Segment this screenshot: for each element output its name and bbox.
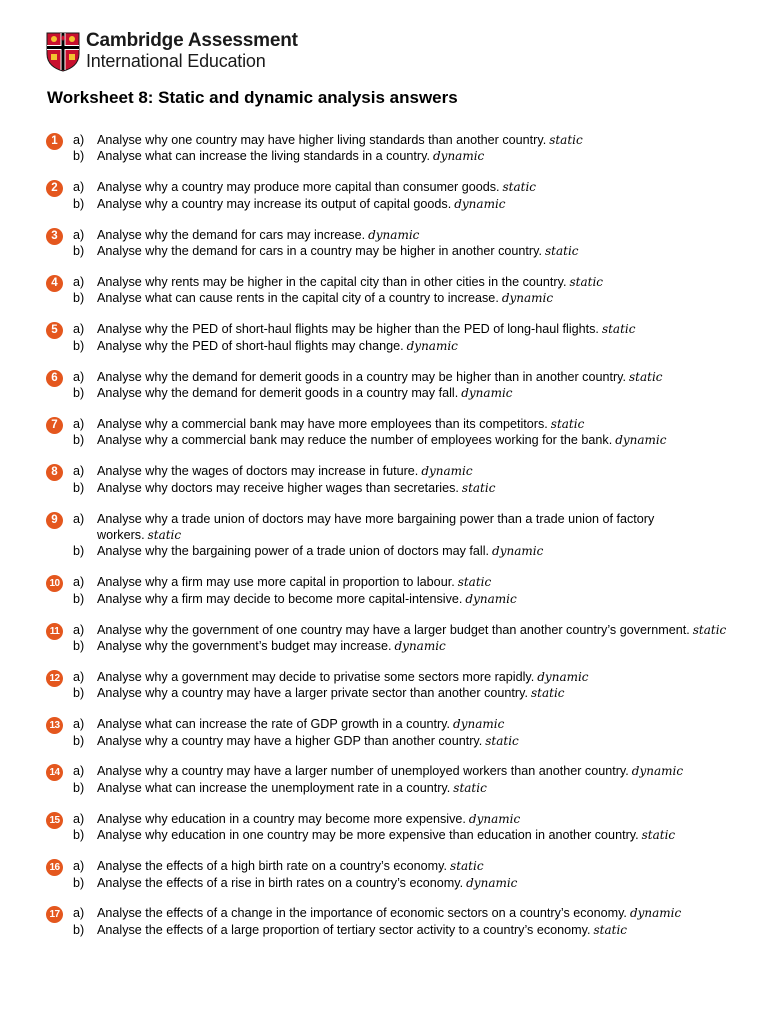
question-text: Analyse why a government may decide to privatise some sectors more rapidly. <box>97 669 535 684</box>
question-part-a <box>46 463 736 479</box>
question-text: Analyse why a country may increase its output of capital goods. <box>97 196 452 211</box>
question-part-b <box>46 685 736 701</box>
question-text: Analyse why the demand for demerit goods in a country may be higher than in another country. <box>97 369 627 384</box>
answer-label: dynamic <box>468 811 521 826</box>
part-label: a) <box>73 416 85 431</box>
part-label: a) <box>73 133 85 147</box>
question-part-a <box>46 416 736 432</box>
part-label: b) <box>73 686 85 701</box>
part-label: a) <box>73 764 85 779</box>
part-label: a) <box>73 669 85 684</box>
question-number-badge: 16 <box>46 859 63 876</box>
question-item <box>46 905 736 938</box>
answer-label: dynamic <box>453 717 505 732</box>
part-label: b) <box>73 244 85 259</box>
question-item <box>46 622 736 655</box>
answer-label: dynamic <box>432 149 485 164</box>
question-part-b <box>46 733 736 749</box>
question-number-badge: 14 <box>46 764 63 781</box>
part-label: b) <box>73 149 85 164</box>
question-part-a <box>46 716 736 732</box>
part-label: a) <box>73 906 85 921</box>
question-part-b <box>46 385 736 401</box>
part-label: a) <box>73 511 85 526</box>
question-item <box>46 858 736 891</box>
answer-label: static <box>530 686 565 701</box>
question-part-b <box>46 243 736 259</box>
answer-label: dynamic <box>492 544 544 559</box>
question-item <box>46 811 736 844</box>
question-part-b <box>46 875 736 891</box>
answer-label: dynamic <box>537 669 589 684</box>
question-part-b <box>46 480 736 496</box>
question-number-badge: 11 <box>46 623 63 640</box>
question-part-b <box>46 543 736 559</box>
answer-label: static <box>453 780 487 795</box>
question-text: Analyse why the demand for cars may increase. <box>97 227 366 242</box>
question-part-b <box>46 290 736 306</box>
question-item <box>46 274 736 307</box>
answer-label: dynamic <box>501 291 554 306</box>
answer-label: static <box>593 922 628 937</box>
question-part-b <box>46 591 736 607</box>
answer-label: dynamic <box>454 196 506 211</box>
question-part-a <box>46 132 736 148</box>
question-text: Analyse why education in one country may be more expensive than education in another country. <box>97 828 639 843</box>
question-number-badge: 7 <box>46 417 63 434</box>
question-number-badge: 10 <box>46 575 63 592</box>
question-text: Analyse why a commercial bank may have more employees than its competitors. <box>97 416 548 431</box>
part-label: a) <box>73 622 85 637</box>
question-part-a <box>46 905 736 921</box>
answer-label: static <box>502 180 537 195</box>
question-text: Analyse why the PED of short-haul flights may be higher than the PED of long-haul flights. <box>97 322 599 337</box>
part-label: b) <box>73 480 85 495</box>
question-text: Analyse why one country may have higher living standards than another country. <box>97 133 547 147</box>
answer-label: static <box>641 828 676 843</box>
question-part-b <box>46 922 736 938</box>
answer-label: static <box>601 322 636 337</box>
answer-label: static <box>544 244 579 259</box>
answer-label: static <box>549 133 583 147</box>
answer-label: dynamic <box>461 385 513 400</box>
question-text: Analyse why a firm may use more capital in proportion to labour. <box>97 575 455 590</box>
question-part-b <box>46 148 736 164</box>
part-label: b) <box>73 828 85 843</box>
question-text: Analyse why the government’s budget may increase. <box>97 638 392 653</box>
part-label: b) <box>73 733 85 748</box>
answer-label: static <box>147 527 182 542</box>
answer-label: static <box>550 416 585 431</box>
answer-label: static <box>457 575 492 590</box>
answer-label: dynamic <box>465 591 517 606</box>
answer-label: static <box>461 480 496 495</box>
part-label: a) <box>73 274 85 289</box>
question-number-badge: 13 <box>46 717 63 734</box>
question-part-a <box>46 369 736 385</box>
part-label: b) <box>73 291 85 306</box>
question-number-badge: 3 <box>46 228 63 245</box>
part-label: a) <box>73 322 85 337</box>
question-text: Analyse the effects of a large proportion of tertiary sector activity to a country’s economy. <box>97 922 591 937</box>
question-part-a <box>46 321 736 337</box>
question-item <box>46 763 736 796</box>
part-label: a) <box>73 717 85 732</box>
answer-label: dynamic <box>631 764 684 779</box>
question-part-b <box>46 338 736 354</box>
part-label: a) <box>73 464 85 479</box>
question-text: Analyse why a country may have a larger private sector than another country. <box>97 686 528 701</box>
brand-subtitle: International Education <box>86 51 266 71</box>
question-part-b <box>46 780 736 796</box>
question-part-a <box>46 179 736 195</box>
question-text: Analyse the effects of a change in the importance of economic sectors on a country’s economy. <box>97 906 627 921</box>
part-label: b) <box>73 385 85 400</box>
question-part-a <box>46 811 736 827</box>
question-text: Analyse what can cause rents in the capital city of a country to increase. <box>97 291 499 306</box>
question-item <box>46 227 736 260</box>
part-label: b) <box>73 922 85 937</box>
answer-label: static <box>692 622 727 637</box>
question-text: Analyse why rents may be higher in the capital city than in other cities in the country. <box>97 274 567 289</box>
question-number-badge: 6 <box>46 370 63 387</box>
part-label: a) <box>73 227 85 242</box>
question-number-badge: 2 <box>46 180 63 197</box>
question-number-badge: 15 <box>46 812 63 829</box>
question-part-a <box>46 669 736 685</box>
part-label: b) <box>73 780 85 795</box>
answer-label: static <box>450 859 484 874</box>
part-label: b) <box>73 875 85 890</box>
question-number-badge: 5 <box>46 322 63 339</box>
answer-label: static <box>569 274 603 289</box>
part-label: a) <box>73 369 85 384</box>
question-part-b <box>46 196 736 212</box>
question-item <box>46 132 736 165</box>
part-label: b) <box>73 433 85 448</box>
brand-header <box>46 30 346 74</box>
question-part-a <box>46 622 736 638</box>
question-text: Analyse why a country may produce more capital than consumer goods. <box>97 180 500 195</box>
answer-label: dynamic <box>368 227 420 242</box>
question-text: Analyse why a firm may decide to become more capital-intensive. <box>97 591 463 606</box>
question-item <box>46 574 736 607</box>
cambridge-crest-logo <box>46 32 80 72</box>
question-part-a <box>46 227 736 243</box>
part-label: a) <box>73 859 85 874</box>
question-text: Analyse why a country may have a higher GDP than another country. <box>97 733 483 748</box>
question-part-a <box>46 511 736 544</box>
question-text: Analyse why the wages of doctors may increase in future. <box>97 464 419 479</box>
answer-label: dynamic <box>421 464 473 479</box>
question-number-badge: 1 <box>46 133 63 150</box>
question-item <box>46 369 736 402</box>
question-part-a <box>46 274 736 290</box>
answer-label: static <box>485 733 519 748</box>
answer-label: dynamic <box>629 906 682 921</box>
part-label: b) <box>73 544 85 559</box>
answer-label: static <box>629 369 663 384</box>
question-number-badge: 9 <box>46 512 63 529</box>
question-item <box>46 463 736 496</box>
answer-label: dynamic <box>394 638 446 653</box>
question-part-a <box>46 858 736 874</box>
brand-name: Cambridge Assessment <box>86 30 298 51</box>
question-number-badge: 17 <box>46 906 63 923</box>
question-text: Analyse why doctors may receive higher wages than secretaries. <box>97 480 459 495</box>
question-number-badge: 12 <box>46 670 63 687</box>
part-label: b) <box>73 338 85 353</box>
question-part-b <box>46 827 736 843</box>
question-text: Analyse why a country may have a larger number of unemployed workers than another country. <box>97 764 629 779</box>
question-number-badge: 4 <box>46 275 63 292</box>
part-label: b) <box>73 196 85 211</box>
question-text: Analyse why a commercial bank may reduce the number of employees working for the bank. <box>97 433 613 448</box>
answer-label: dynamic <box>466 875 518 890</box>
question-item <box>46 669 736 702</box>
question-list <box>46 132 736 953</box>
answer-label: dynamic <box>615 433 667 448</box>
question-text: Analyse why the bargaining power of a trade union of doctors may fall. <box>97 544 490 559</box>
question-text: Analyse what can increase the rate of GDP growth in a country. <box>97 717 451 732</box>
question-text: Analyse why the PED of short-haul flights may change. <box>97 338 404 353</box>
question-item <box>46 416 736 449</box>
question-text: Analyse why the demand for demerit goods in a country may fall. <box>97 385 459 400</box>
answer-label: dynamic <box>406 338 458 353</box>
part-label: a) <box>73 575 85 590</box>
question-text: Analyse why education in a country may become more expensive. <box>97 811 466 826</box>
part-label: a) <box>73 180 85 195</box>
question-text: Analyse what can increase the living standards in a country. <box>97 149 430 164</box>
question-part-b <box>46 638 736 654</box>
question-text: Analyse why a trade union of doctors may have more bargaining power than a trade union of factory workers. <box>97 511 655 542</box>
question-part-b <box>46 432 736 448</box>
question-number-badge: 8 <box>46 464 63 481</box>
question-part-a <box>46 574 736 590</box>
part-label: b) <box>73 638 85 653</box>
question-text: Analyse what can increase the unemployment rate in a country. <box>97 780 451 795</box>
question-part-a <box>46 763 736 779</box>
question-item <box>46 716 736 749</box>
question-text: Analyse why the government of one country may have a larger budget than another country’s government. <box>97 622 690 637</box>
question-text: Analyse the effects of a high birth rate on a country’s economy. <box>97 859 448 874</box>
part-label: a) <box>73 811 85 826</box>
question-text: Analyse why the demand for cars in a country may be higher in another country. <box>97 244 542 259</box>
question-item <box>46 179 736 212</box>
question-item <box>46 511 736 560</box>
question-text: Analyse the effects of a rise in birth rates on a country’s economy. <box>97 875 464 890</box>
question-item <box>46 321 736 354</box>
page-title: Worksheet 8: Static and dynamic analysis answers <box>47 88 458 107</box>
part-label: b) <box>73 591 85 606</box>
